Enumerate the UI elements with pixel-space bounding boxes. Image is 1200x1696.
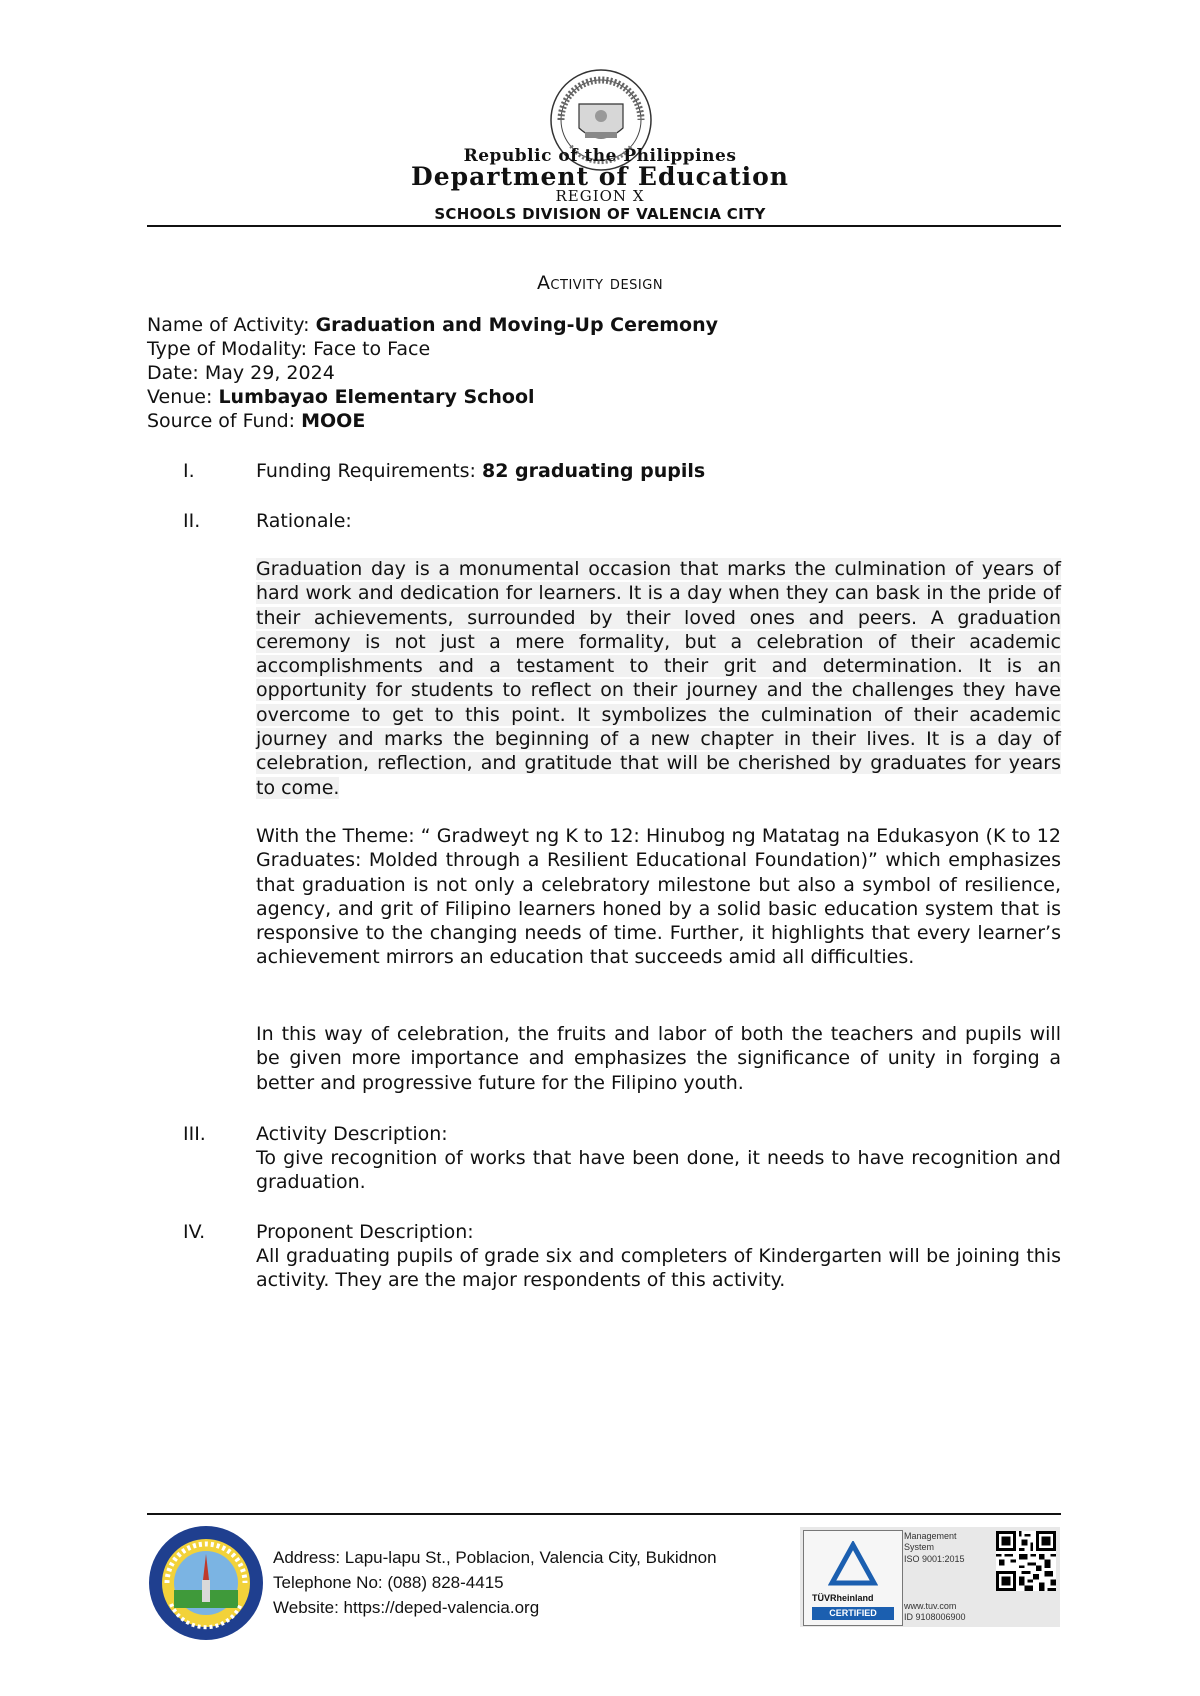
tuv-certification-logo	[803, 1530, 903, 1626]
region-heading: REGION X	[555, 187, 645, 205]
cert-line: ID 9108006900	[904, 1612, 966, 1622]
cert-line: Management	[904, 1531, 957, 1541]
funding-requirements	[256, 459, 1061, 483]
footer-website[interactable]: Website: https://deped-valencia.org	[273, 1598, 540, 1617]
rationale-text: Graduation day is a monumental occasion that marks the culmination of years of hard work and dedication for learners. It is a day when they can bask in the pride of their achievements, surrounded by their loved ones and peers. A graduation ceremony is not just a mere formality, but a celebration of their academic accomplishments and a testament to their grit and determination. It is an opportunity for students to reflect on their journey and the challenges they have overcome to get to this point. It symbolizes the culmination of their academic journey and marks the beginning of a new chapter in their lives. It is a day of celebration, reflection, and gratitude that will be cherished by graduates for years to come.	[256, 558, 1061, 799]
rationale-paragraph	[256, 557, 1061, 800]
venue-line	[147, 385, 535, 409]
qr-code-icon	[996, 1531, 1056, 1591]
fund-source-label: Source of Fund:	[147, 410, 302, 432]
certification-panel	[800, 1527, 1060, 1627]
section-number: III.	[183, 1123, 206, 1145]
cert-line: System	[904, 1542, 935, 1552]
tuv-brand: TÜVRheinland	[812, 1593, 874, 1603]
rationale-heading: Rationale:	[256, 510, 352, 532]
fund-source-value: MOOE	[301, 410, 366, 432]
footer-telephone: Telephone No: (088) 828-4415	[273, 1573, 504, 1592]
funding-label: Funding Requirements:	[256, 460, 482, 482]
section-number: I.	[183, 460, 195, 482]
celebration-paragraph: In this way of celebration, the fruits and labor of both the teachers and pupils will be given more importance and emphasizes the significance of unity in forging a better and progressive future for the Filipino youth.	[256, 1023, 1061, 1094]
cert-line: ISO 9001:2015	[904, 1554, 965, 1564]
activity-description-text: To give recognition of works that have been done, it needs to have recognition and graduation.	[256, 1147, 1061, 1194]
division-heading: SCHOOLS DIVISION OF VALENCIA CITY	[434, 205, 766, 223]
proponent-description-text: All graduating pupils of grade six and completers of Kindergarten will be joining this activity. They are the major respondents of this activity.	[256, 1245, 1061, 1292]
theme-paragraph: With the Theme: “ Gradweyt ng K to 12: Hinubog ng Matatag na Edukasyon (K to 12 Graduates: Molded through a Resilient Educational Foundation)” which emphasizes that graduation is not only a celebratory milestone but also a symbol of resilience, agency, and grit of Filipino learners honed by a solid basic education system that is responsive to the changing needs of time. Further, it highlights that every learner’s achievement mirrors an education that succeeds amid all difficulties.	[256, 825, 1061, 969]
activity-description-heading: Activity Description:	[256, 1123, 448, 1145]
document-title: Activity design	[536, 272, 664, 294]
date-line: Date: May 29, 2024	[147, 362, 335, 384]
header-divider	[147, 225, 1061, 227]
venue-label: Venue:	[147, 386, 219, 408]
republic-heading: Republic of the Philippines	[463, 146, 737, 166]
section-number: IV.	[183, 1221, 206, 1243]
tuv-certified-badge: CERTIFIED	[812, 1607, 894, 1620]
footer-address: Address: Lapu-lapu St., Poblacion, Valencia City, Bukidnon	[273, 1548, 717, 1567]
proponent-description-heading: Proponent Description:	[256, 1221, 474, 1243]
modality-line: Type of Modality: Face to Face	[147, 338, 431, 360]
cert-line: www.tuv.com	[904, 1601, 957, 1611]
footer-divider	[147, 1513, 1061, 1515]
venue-value: Lumbayao Elementary School	[218, 386, 535, 408]
activity-name-value: Graduation and Moving-Up Ceremony	[315, 314, 719, 336]
fund-source-line	[147, 409, 365, 433]
section-number: II.	[183, 510, 201, 532]
tuv-triangle-icon	[828, 1541, 878, 1587]
activity-name-line	[147, 313, 718, 337]
department-heading: Department of Education	[411, 162, 789, 191]
deped-valencia-seal-logo	[147, 1524, 265, 1642]
activity-name-label: Name of Activity:	[147, 314, 316, 336]
funding-value: 82 graduating pupils	[482, 460, 706, 482]
